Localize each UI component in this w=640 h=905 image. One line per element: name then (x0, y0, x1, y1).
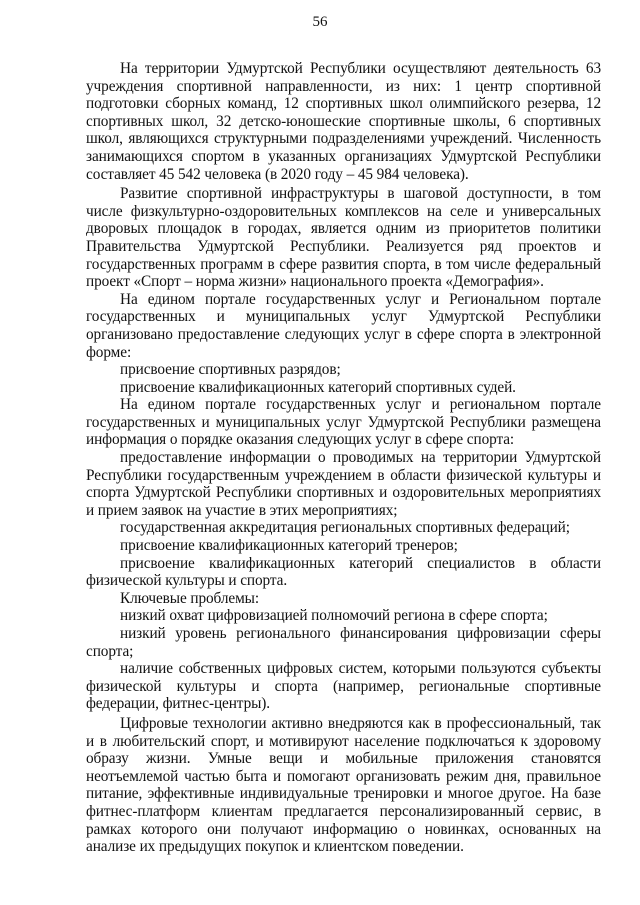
paragraph-sports-institutions: На территории Удмуртской Республики осуществляют деятельность 63 учреждения спортивной направленности, из них: 1 центр спортивной подготовки сборных команд, 12 спортивных школ олимпийского резерва, 12 спортивных школ, 32 детско-юношеские спортивные школы, 6 спортивных школ, являющихся структурными подразделениями учреждений. Численность занимающихся спортом в указанных организациях Удмуртской Республики составляет 45 542 человека (в 2020 году – 45 984 человека). (86, 60, 601, 183)
document-body (86, 60, 601, 856)
paragraph-digital-technologies: Цифровые технологии активно внедряются как в профессиональный, так и в любительский спорт, и мотивируют население подключаться к здоровому образу жизни. Умные вещи и мобильные приложения становятся неотъемлемой частью быта и помогают организовать режим дня, правильное питание, эффективные индивидуальные тренировки и многое другое. На базе фитнес-платформ клиентам предлагается персонализированный сервис, в рамках которого они получают информацию о новинках, основанных на анализе их предыдущих покупок и клиентском поведении. (86, 714, 601, 856)
paragraph-electronic-services-intro: На едином портале государственных услуг и Региональном портале государственных и муниципальных услуг Удмуртской Республики организовано предоставление следующих услуг в сфере спорта в электронной форме: (86, 290, 601, 361)
paragraph-key-problems-heading: Ключевые проблемы: (120, 589, 259, 607)
list-item-specialist-categories: присвоение квалификационных категорий специалистов в области физической культуры и спорта. (86, 554, 601, 590)
list-item-judge-categories: присвоение квалификационных категорий спортивных судей. (120, 378, 516, 396)
page-number: 56 (312, 14, 328, 30)
paragraph-services-info-intro: На едином портале государственных услуг и региональном портале государственных и муниципальных услуг Удмуртской Республики размещена информация о порядке оказания следующих услуг в сфере спорта: (86, 396, 601, 449)
list-item-own-digital-systems: наличие собственных цифровых систем, которыми пользуются субъекты физической культуры и спорта (например, региональные спортивные федерации, фитнес-центры). (86, 660, 601, 713)
list-item-coach-categories: присвоение квалификационных категорий тренеров; (120, 537, 458, 555)
list-item-low-digital-coverage: низкий охват цифровизацией полномочий региона в сфере спорта; (120, 607, 548, 625)
list-item-low-funding: низкий уровень регионального финансирования цифровизации сферы спорта; (86, 625, 601, 660)
list-item-federation-accreditation: государственная аккредитация региональных спортивных федераций; (120, 519, 570, 537)
paragraph-sports-infrastructure: Развитие спортивной инфраструктуры в шаговой доступности, в том числе физкультурно-оздоровительных комплексов на селе и универсальных дворовых площадок в городах, является одним из приоритетов политики Правительства Удмуртской Республики. Реализуется ряд проектов и государственных программ в сфере развития спорта, в том числе федеральный проект «Спорт – норма жизни» национального проекта «Демография». (86, 185, 601, 291)
list-item-event-information: предоставление информации о проводимых на территории Удмуртской Республики государственным учреждением в области физической культуры и спорта Удмуртской Республики спортивных и оздоровительных мероприятиях и прием заявок на участие в этих мероприятиях; (86, 449, 601, 519)
list-item-sport-ranks: присвоение спортивных разрядов; (120, 361, 341, 379)
